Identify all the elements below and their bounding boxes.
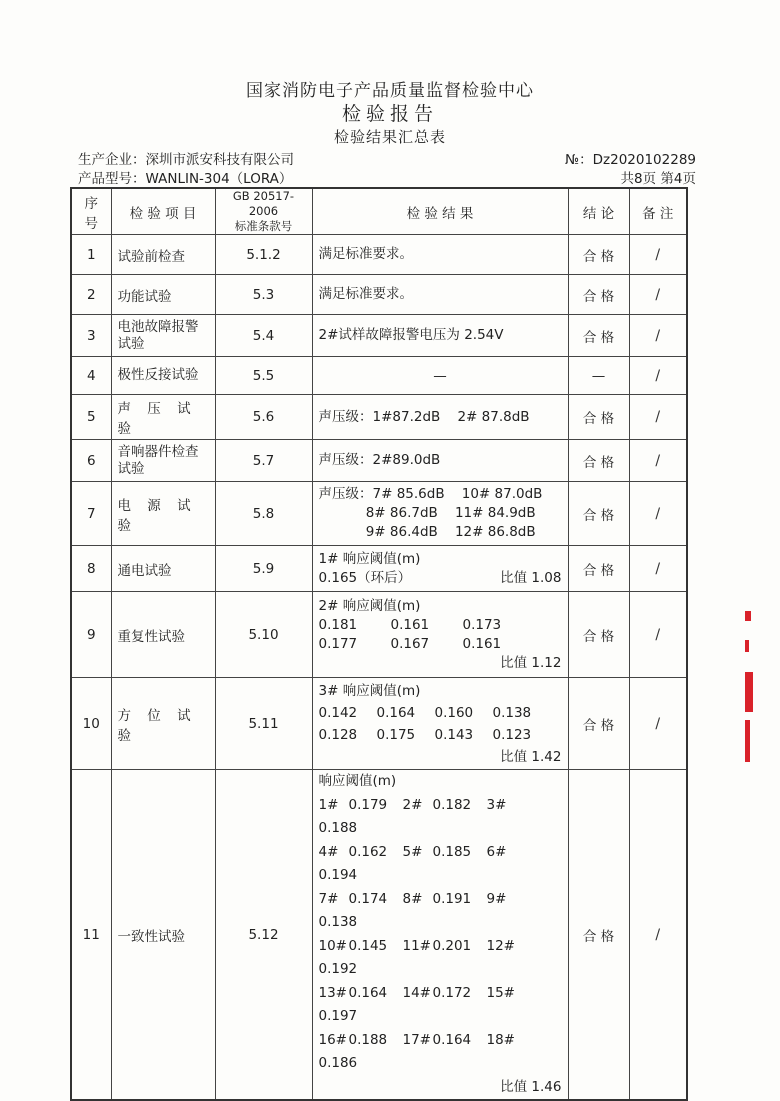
row-no: 9 [71,592,111,678]
row-remark: / [629,592,687,678]
result-ratio: 比值 1.42 [500,748,562,765]
value-cell: 0.143 [434,726,474,743]
sample-label: 8# [402,890,423,907]
row-no: 11 [71,770,111,1101]
result-head: 2# 响应阈值(m) [318,597,421,614]
value-cell: 0.145 [348,937,388,954]
sample-label: 1# [318,796,339,813]
values-row [319,935,562,982]
row-no: 7 [71,482,111,546]
seal-stamp-mark [745,611,751,621]
header-conclusion: 结 论 [568,188,629,235]
value-cell: 0.197 [318,1008,358,1024]
row-result: — [312,357,568,395]
row-result: 满足标准要求。 [312,275,568,315]
value-cell: 0.188 [318,820,358,836]
header-remark: 备 注 [629,188,687,235]
row-result [312,546,568,592]
header-result: 检 验 结 果 [312,188,568,235]
values-row [319,1029,562,1076]
row-remark: / [629,440,687,482]
row-remark: / [629,357,687,395]
table-row [71,440,687,482]
row-result: 声压级：2#89.0dB [312,440,568,482]
value-cell: 0.160 [434,704,474,721]
row-remark: / [629,678,687,770]
value-cell: 0.177 [318,635,358,652]
values-row [319,982,562,1029]
value-cell: 0.182 [432,796,472,813]
result-ratio: 比值 1.08 [500,569,562,586]
value-cell: 0.138 [492,704,532,721]
table-row [71,235,687,275]
value-cell: 0.192 [318,961,358,977]
table-header-row [71,188,687,235]
row-clause: 5.7 [215,440,312,482]
row-no: 6 [71,440,111,482]
result-line: 8# 86.7dB 11# 84.9dB [318,505,536,521]
value-cell: 0.142 [318,704,358,721]
row-result: 满足标准要求。 [312,235,568,275]
value-cell: 0.164 [348,984,388,1001]
row-result [312,592,568,678]
row-clause: 5.11 [215,678,312,770]
row-clause: 5.1.2 [215,235,312,275]
table-row [71,482,687,546]
value-cell: 0.174 [348,890,388,907]
table-row [71,275,687,315]
row-remark: / [629,770,687,1101]
row-conclusion: 合 格 [568,395,629,440]
row-no: 4 [71,357,111,395]
value-cell: 0.167 [390,635,430,652]
row-clause: 5.9 [215,546,312,592]
row-item: 声 压 试 验 [111,395,215,440]
value-cell: 0.161 [462,635,502,652]
header-standard [215,188,312,235]
page-count: 共8页 第4页 [620,171,696,187]
row-conclusion: 合 格 [568,440,629,482]
row-clause: 5.4 [215,315,312,357]
table-row [71,592,687,678]
row-conclusion: 合 格 [568,235,629,275]
row-result [312,678,568,770]
sample-label: 4# [318,843,339,860]
row-conclusion: 合 格 [568,770,629,1101]
value-cell: 0.194 [318,867,358,883]
value-cell: 0.179 [348,796,388,813]
report-number: №：Dz2020102289 [565,152,696,168]
seal-stamp-mark [745,720,750,762]
row-item: 电 源 试 验 [111,482,215,546]
table-row [71,770,687,1101]
result-head: 1# 响应阈值(m) [318,550,421,567]
sample-label: 18# [486,1031,515,1048]
row-item: 一致性试验 [111,770,215,1101]
table-row [71,357,687,395]
sample-label: 2# [402,796,423,813]
value-cell: 0.185 [432,843,472,860]
sample-label: 17# [402,1031,431,1048]
report-title: 检验报告 [341,103,438,125]
row-no: 8 [71,546,111,592]
row-remark: / [629,482,687,546]
row-no: 3 [71,315,111,357]
sample-label: 13# [318,984,347,1001]
table-row [71,395,687,440]
value-cell: 0.138 [318,914,358,930]
row-conclusion: — [568,357,629,395]
sample-label: 10# [318,937,347,954]
header-standard-line2: 标准条款号 [234,219,293,233]
row-clause: 5.5 [215,357,312,395]
result-line: 声压级：7# 85.6dB 10# 87.0dB [318,486,543,502]
values-row [319,635,562,654]
header-standard-line1: GB 20517-2006 [232,189,295,218]
result-line: 9# 86.4dB 12# 86.8dB [318,524,536,540]
value-cell: 0.128 [318,726,358,743]
sample-label: 7# [318,890,339,907]
sample-label: 9# [486,890,507,907]
value-cell: 0.173 [462,616,502,633]
value-cell: 0.164 [432,1031,472,1048]
row-no: 5 [71,395,111,440]
header-no: 序号 [71,188,111,235]
row-remark: / [629,546,687,592]
product-model: 产品型号：WANLIN-304（LORA） [78,171,293,187]
row-clause: 5.3 [215,275,312,315]
row-conclusion: 合 格 [568,678,629,770]
row-item: 通电试验 [111,546,215,592]
value-cell: 0.188 [348,1031,388,1048]
report-subtitle: 检验结果汇总表 [333,128,446,146]
value-cell: 0.191 [432,890,472,907]
row-result [312,770,568,1101]
row-no: 10 [71,678,111,770]
manufacturer: 生产企业：深圳市派安科技有限公司 [78,152,294,168]
result-value: 0.165（环后） [318,569,412,586]
values-row [319,616,562,635]
values-row [319,702,562,724]
row-clause: 5.12 [215,770,312,1101]
row-remark: / [629,275,687,315]
value-cell: 0.181 [318,616,358,633]
result-head: 3# 响应阈值(m) [318,682,421,699]
sample-label: 6# [486,843,507,860]
value-cell: 0.172 [432,984,472,1001]
table-row [71,315,687,357]
result-ratio: 比值 1.46 [500,1078,562,1095]
results-table [70,187,688,1101]
row-clause: 5.6 [215,395,312,440]
seal-stamp-mark [745,640,749,652]
value-cell: 0.164 [376,704,416,721]
values-row [319,888,562,935]
row-conclusion: 合 格 [568,482,629,546]
result-ratio: 比值 1.12 [500,654,562,671]
row-remark: / [629,235,687,275]
row-item: 极性反接试验 [111,357,215,395]
value-cell: 0.162 [348,843,388,860]
row-conclusion: 合 格 [568,315,629,357]
row-no: 2 [71,275,111,315]
row-result [312,482,568,546]
table-row [71,546,687,592]
sample-label: 3# [486,796,507,813]
sample-label: 12# [486,937,515,954]
table-row [71,678,687,770]
row-item: 功能试验 [111,275,215,315]
sample-label: 14# [402,984,431,1001]
value-cell: 0.123 [492,726,532,743]
row-result: 声压级：1#87.2dB 2# 87.8dB [312,395,568,440]
values-row [319,841,562,888]
value-cell: 0.201 [432,937,472,954]
seal-stamp-mark [745,672,753,712]
row-remark: / [629,315,687,357]
row-item: 重复性试验 [111,592,215,678]
value-cell: 0.186 [318,1055,358,1071]
row-item: 电池故障报警试验 [111,315,215,357]
row-result: 2#试样故障报警电压为 2.54V [312,315,568,357]
values-row [319,724,562,746]
row-item: 音响器件检查试验 [111,440,215,482]
sample-label: 15# [486,984,515,1001]
sample-label: 11# [402,937,431,954]
sample-label: 5# [402,843,423,860]
org-name: 国家消防电子产品质量监督检验中心 [246,81,534,101]
value-cell: 0.161 [390,616,430,633]
value-cell: 0.175 [376,726,416,743]
row-item: 方 位 试 验 [111,678,215,770]
row-conclusion: 合 格 [568,592,629,678]
row-clause: 5.10 [215,592,312,678]
result-head: 响应阈值(m) [318,773,397,789]
sample-label: 16# [318,1031,347,1048]
row-remark: / [629,395,687,440]
row-no: 1 [71,235,111,275]
row-conclusion: 合 格 [568,546,629,592]
header-item: 检 验 项 目 [111,188,215,235]
values-row [319,794,562,841]
row-conclusion: 合 格 [568,275,629,315]
row-clause: 5.8 [215,482,312,546]
row-item: 试验前检查 [111,235,215,275]
result-value-line [319,569,562,588]
